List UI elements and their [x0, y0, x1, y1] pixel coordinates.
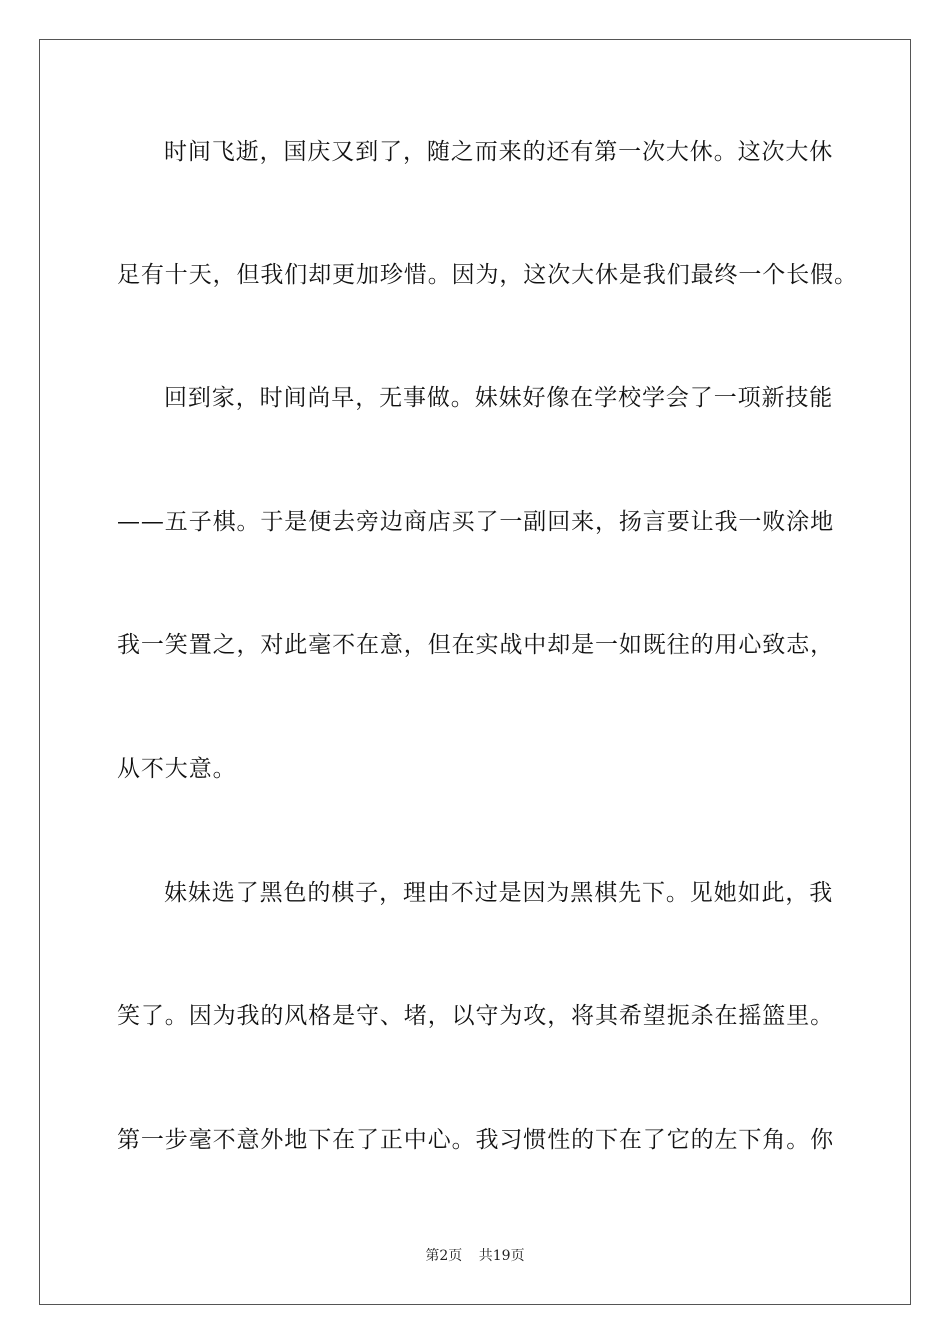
paragraph-line: 第一步毫不意外地下在了正中心。我习惯性的下在了它的左下角。你	[117, 1127, 834, 1153]
paragraph-line: 回到家，时间尚早，无事做。妹妹好像在学校学会了一项新技能	[164, 385, 834, 411]
paragraph-line: 妹妹选了黑色的棋子，理由不过是因为黑棋先下。见她如此，我	[164, 880, 834, 906]
page-border	[39, 39, 911, 1305]
page-total: 共19页	[478, 1248, 525, 1264]
paragraph-line: 笑了。因为我的风格是守、堵，以守为攻，将其希望扼杀在摇篮里。	[117, 1003, 834, 1029]
paragraph-line: ——五子棋。于是便去旁边商店买了一副回来，扬言要让我一败涂地	[117, 509, 834, 535]
page-number: 第2页	[425, 1248, 463, 1264]
paragraph-line: 足有十天，但我们却更加珍惜。因为，这次大休是我们最终一个长假。	[117, 262, 858, 288]
paragraph-line: 从不大意。	[117, 756, 237, 782]
page-footer	[0, 1246, 950, 1266]
paragraph-line: 时间飞逝，国庆又到了，随之而来的还有第一次大休。这次大休	[164, 139, 834, 165]
paragraph-line: 我一笑置之，对此毫不在意，但在实战中却是一如既往的用心致志，	[117, 632, 834, 658]
